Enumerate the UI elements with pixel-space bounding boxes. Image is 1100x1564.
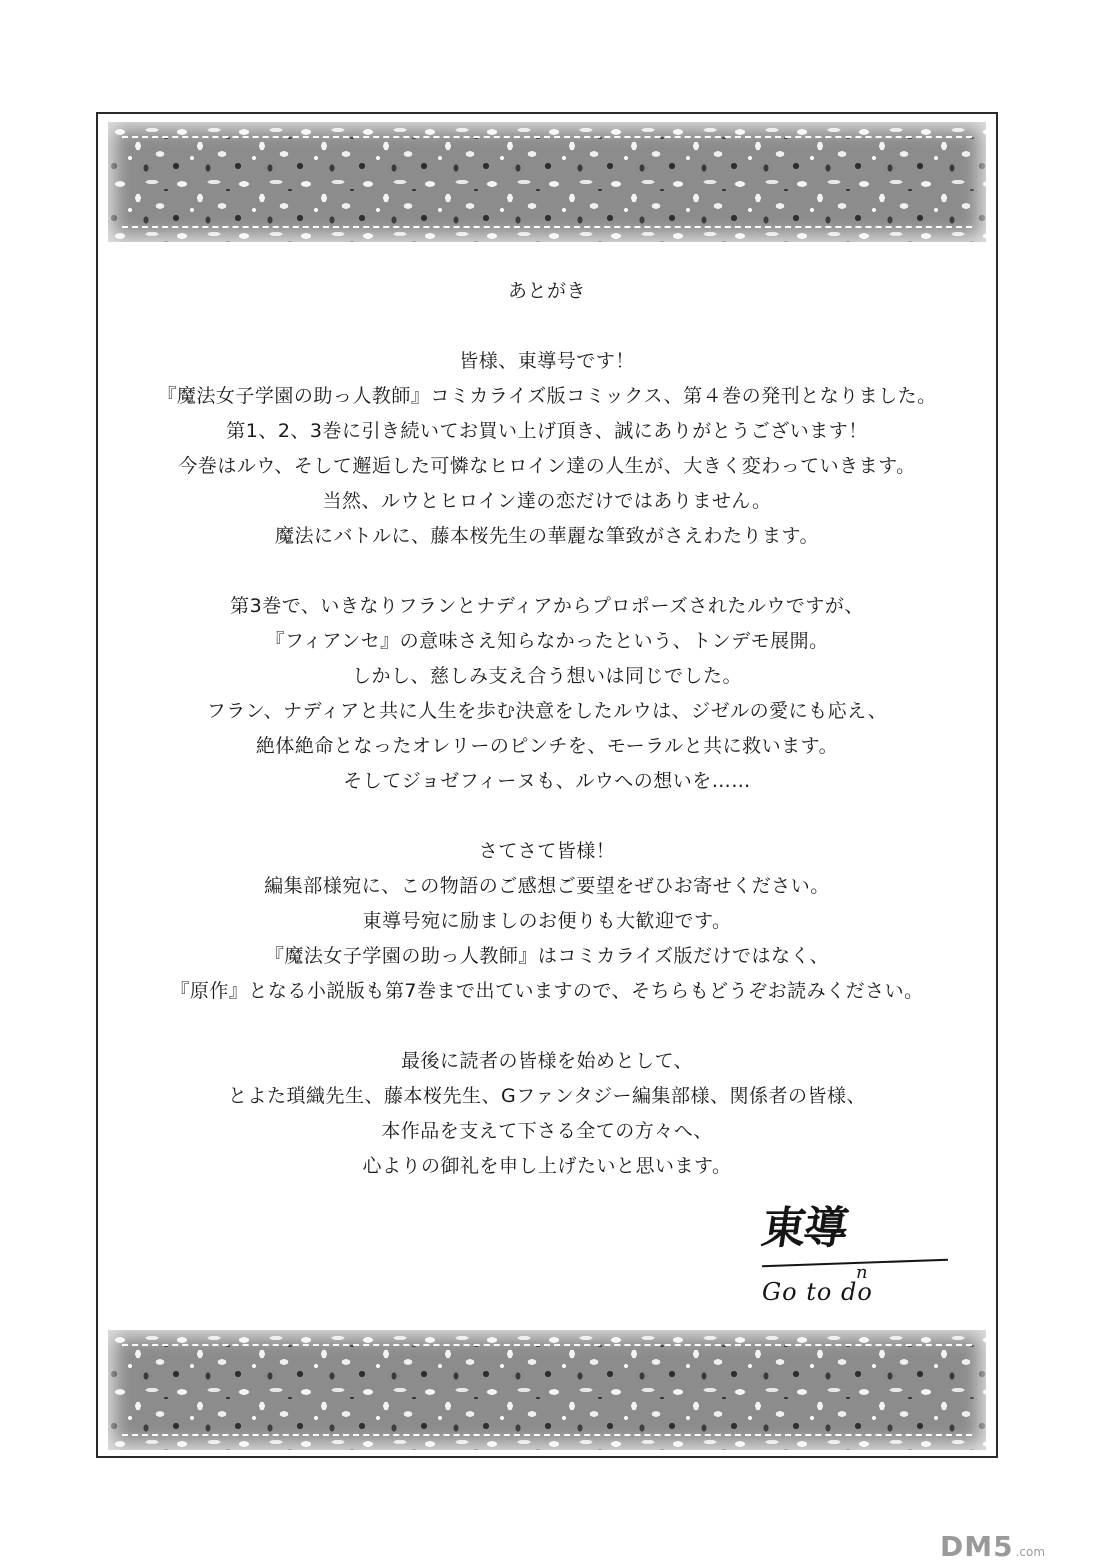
signature-roman: Go to do (762, 1278, 873, 1306)
text-line: 第1、2、3巻に引き続いてお買い上げ頂き、誠にありがとうございます！ (226, 420, 868, 442)
watermark-domain: .com (1015, 1545, 1046, 1559)
decorative-border-top (108, 122, 986, 242)
watermark-logo-text: DM5 (940, 1530, 1014, 1563)
page-frame (96, 112, 998, 1458)
text-line: 本作品を支えて下さる全ての方々へ、 (381, 1120, 713, 1142)
text-line: さてさて皆様！ (478, 840, 616, 862)
signature-kanji: 東導 (758, 1203, 850, 1254)
site-watermark (940, 1530, 1045, 1563)
text-line: 皆様、東導号です！ (459, 350, 635, 372)
afterword-title: あとがき (507, 280, 586, 302)
text-line: 『魔法女子学園の助っ人教師』コミカライズ版コミックス、第４巻の発刊となりました。 (157, 385, 937, 407)
text-line: 『魔法女子学園の助っ人教師』はコミカライズ版だけではなく、 (264, 945, 830, 967)
text-line: 編集部様宛に、この物語のご感想ご要望をぜひお寄せください。 (264, 875, 830, 897)
text-line: そしてジョゼフィーヌも、ルウへの想いを…… (343, 770, 751, 792)
text-line: フラン、ナディアと共に人生を歩む決意をしたルウは、ジゼルの愛にも応え、 (206, 700, 888, 722)
text-line: 最後に読者の皆様を始めとして、 (400, 1050, 694, 1072)
text-line: 東導号宛に励ましのお便りも大歓迎です。 (362, 910, 732, 932)
text-line: 今巻はルウ、そして邂逅した可憐なヒロイン達の人生が、大きく変わっていきます。 (178, 455, 916, 477)
text-line: しかし、慈しみ支え合う想いは同じでした。 (351, 665, 742, 687)
signature-small-mark: n (856, 1262, 868, 1283)
decorative-border-bottom (108, 1330, 986, 1450)
text-line: 『フィアンセ』の意味さえ知らなかったという、トンデモ展開。 (265, 630, 829, 652)
author-signature (758, 1203, 962, 1306)
text-line: 『原作』となる小説版も第7巻まで出ていますので、そちらもどうぞお読みください。 (170, 980, 924, 1002)
text-line: 心よりの御礼を申し上げたいと思います。 (362, 1155, 732, 1177)
text-line: 当然、ルウとヒロイン達の恋だけではありません。 (322, 490, 772, 512)
signature-underline (762, 1259, 948, 1267)
text-line: 魔法にバトルに、藤本桜先生の華麗な筆致がさえわたります。 (274, 525, 820, 547)
text-line: 第3巻で、いきなりフランとナディアからプロポーズされたルウですが、 (230, 595, 864, 617)
text-line: とよた瑣織先生、藤本桜先生、Gファンタジー編集部様、関係者の皆様、 (227, 1085, 867, 1107)
text-line: 絶体絶命となったオレリーのピンチを、モーラルと共に救います。 (255, 735, 839, 757)
afterword-text (98, 274, 996, 1184)
